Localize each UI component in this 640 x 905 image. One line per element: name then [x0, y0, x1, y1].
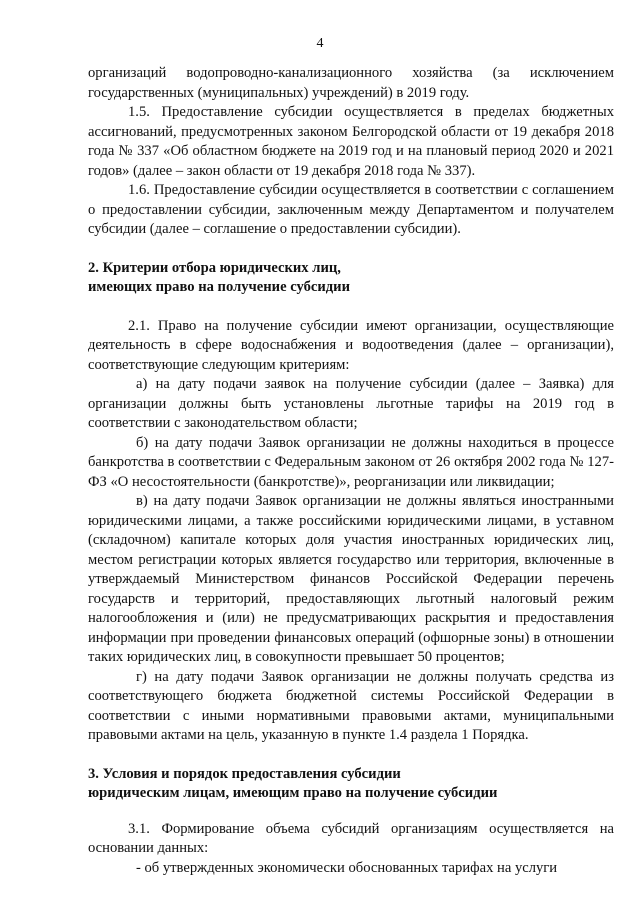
paragraph-1-6: 1.6. Предоставление субсидии осуществляется в соответствии с соглашением о предоставлении субсидии, заключенным между Департаментом и получателем субсидии (далее – соглашение о предоставлении субсидии).	[88, 182, 614, 237]
criterion-g: г) на дату подачи Заявок организации не должны получать средства из соответствующего бюджета бюджетной системы Российской Федерации в соответствии с иными нормативными правовыми актами, муниципальными правовыми актами на цель, указанную в пункте 1.4 раздела 1 Порядка.	[88, 668, 614, 743]
page-number: 4	[316, 36, 324, 51]
section-2-heading-line-2: имеющих право на получение субсидии	[88, 279, 350, 295]
list-item-dash: - об утвержденных экономически обоснованных тарифах на услуги	[136, 859, 558, 876]
paragraph-3-1: 3.1. Формирование объема субсидий организациям осуществляется на основании данных:	[88, 820, 614, 856]
document-body	[88, 64, 614, 878]
section-3-heading-line-2: юридическим лицам, имеющим право на получение субсидии	[88, 785, 498, 801]
criterion-a: а) на дату подачи заявок на получение субсидии (далее – Заявка) для организации должны быть установлены льготные тарифы на 2019 год в соответствии с законодательством области;	[88, 376, 614, 431]
criterion-b: б) на дату подачи Заявок организации не должны находиться в процессе банкротства в соответствии с Федеральным законом от 26 октября 2002 года № 127-ФЗ «О несостоятельности (банкротстве)», реорганизации или ликвидации;	[88, 434, 614, 490]
paragraph-2-1: 2.1. Право на получение субсидии имеют организации, осуществляющие деятельность в сфере водоснабжения и водоотведения (далее – организации), соответствующие следующим критериям:	[88, 317, 614, 373]
paragraph-continuation: организаций водопроводно-канализационного хозяйства (за исключением государственных (муниципальных) учреждений) в 2019 году.	[88, 65, 614, 101]
paragraph-1-5: 1.5. Предоставление субсидии осуществляется в пределах бюджетных ассигнований, предусмотренных законом Белгородской области от 19 декабря 2018 года № 337 «Об областном бюджете на 2019 год и на плановый период 2020 и 2021 годов» (далее – закон области от 19 декабря 2018 года № 337).	[88, 104, 614, 179]
section-3-heading-line-1: 3. Условия и порядок предоставления субсидии	[88, 765, 401, 782]
section-2-heading-line-1: 2. Критерии отбора юридических лиц,	[88, 259, 341, 276]
criterion-v: в) на дату подачи Заявок организации не должны являться иностранными юридическими лицами, а также российскими юридическими лицами, в уставном (складочном) капитале которых доля участия иностранных юридических лиц, местом регистрации которых является государство или территория, включенные в утверждаемый Министерством финансов Российской Федерации перечень государств и территорий, предоставляющих льготный налоговый режим налогообложения и (или) не предусматривающих раскрытия и предоставления информации при проведении финансовых операций (офшорные зоны) в отношении таких юридических лиц, в совокупности превышает 50 процентов;	[88, 493, 614, 665]
